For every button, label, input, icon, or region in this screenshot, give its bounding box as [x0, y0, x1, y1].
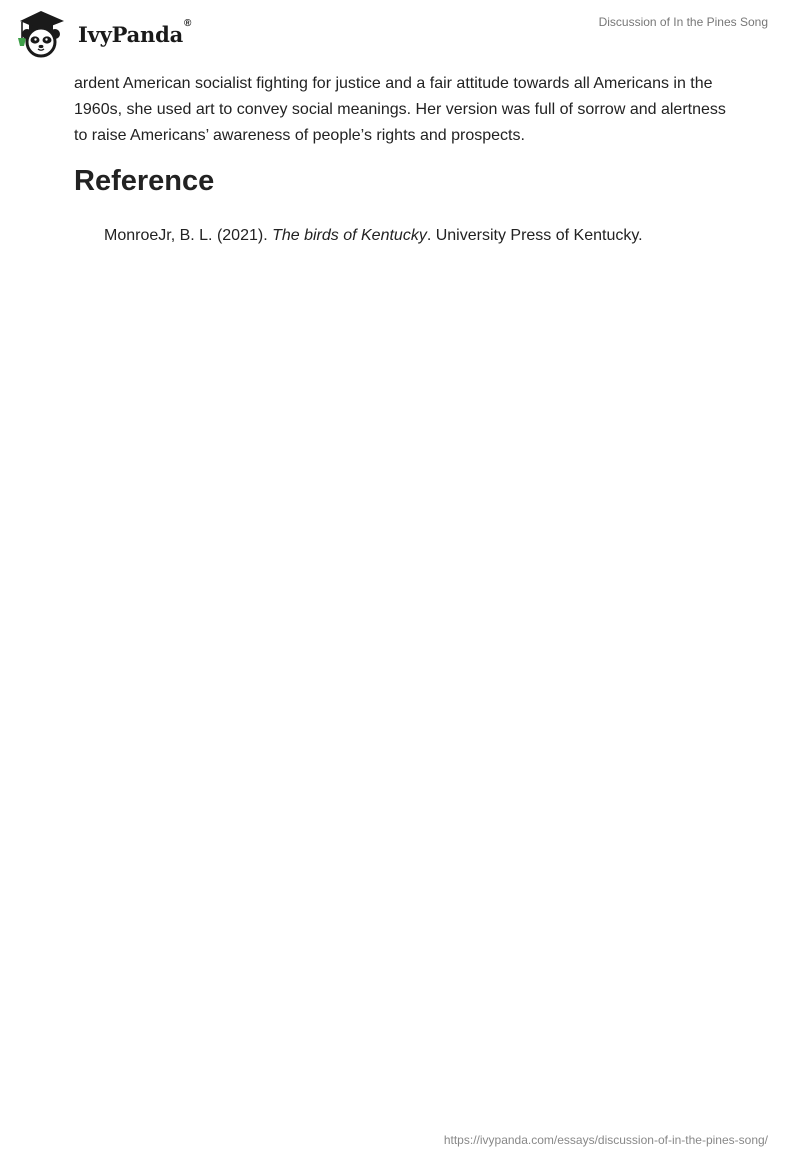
ivypanda-logo[interactable] [14, 8, 191, 58]
reference-publisher: . University Press of Kentucky. [426, 227, 643, 244]
reference-entry [104, 225, 744, 247]
body-text [74, 71, 734, 149]
running-header-title: Discussion of In the Pines Song [598, 15, 768, 29]
reference-authors-year: MonroeJr, B. L. (2021). [104, 227, 273, 244]
registered-mark: ® [184, 17, 192, 29]
reference-title: The birds of Kentucky [272, 227, 427, 244]
references-heading: Reference [74, 165, 215, 197]
footer-source-url[interactable]: https://ivypanda.com/essays/discussion-of-in-the-pines-song/ [443, 1133, 768, 1147]
brand-name: IvyPanda® [78, 17, 192, 47]
panda-graduation-cap-logo-icon [14, 8, 76, 58]
body-paragraph: ardent American socialist fighting for justice and a fair attitude towards all Americans in the 1960s, she used art to convey social meanings. Her version was full of sorrow and alertness to raise Americans’ awareness of people’s rights and prospects. [74, 75, 726, 144]
